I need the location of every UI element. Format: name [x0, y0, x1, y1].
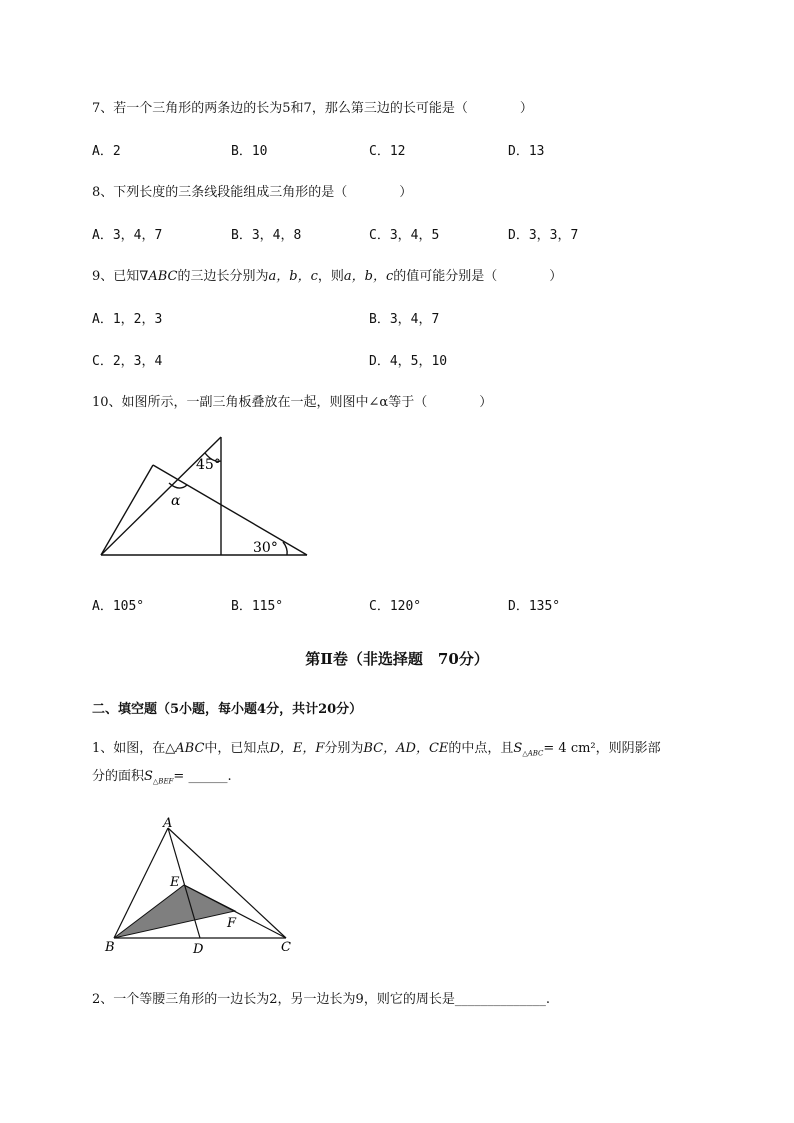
- f1-text-f: 分的面积: [92, 769, 145, 784]
- part2-title: 第Ⅱ卷（非选择题 70分）: [305, 650, 489, 668]
- f1-text-b: 中，已知点: [204, 741, 270, 756]
- fill-2: [92, 992, 550, 1008]
- q7-option-c[interactable]: C．12: [369, 144, 406, 159]
- q10-figure: [95, 430, 315, 564]
- f1-figure: [100, 816, 300, 958]
- question-9: [92, 269, 562, 285]
- q10-option-c[interactable]: C．120°: [369, 599, 422, 614]
- f1-label-f: F: [227, 916, 237, 931]
- f1-label-d: D: [193, 942, 204, 957]
- q9-vars2: a，b，c: [343, 269, 394, 284]
- q9-suffix: 的值可能分别是（ ）: [393, 269, 563, 284]
- q10-arc-30: [283, 542, 287, 555]
- q9-option-a[interactable]: A．1，2，3: [92, 312, 163, 327]
- f1-points: D，E，F: [269, 741, 325, 756]
- q9-option-c[interactable]: C．2，3，4: [92, 354, 163, 369]
- f1-label-b: B: [105, 940, 115, 955]
- f1-text-c: 分别为: [324, 741, 364, 756]
- q8-option-a[interactable]: A．3，4，7: [92, 228, 163, 243]
- question-10: 10、如图所示，一副三角板叠放在一起，则图中∠α等于（ ）: [92, 395, 493, 410]
- q9-vars: a，b，c: [268, 269, 318, 284]
- f1-text-e: ，则阴影部: [595, 741, 661, 756]
- f1-segments: BC，AD，CE: [363, 741, 449, 756]
- f1-area-value: = 4 cm²: [543, 741, 596, 756]
- q10-option-d[interactable]: D．135°: [508, 599, 561, 614]
- q7-option-d[interactable]: D．13: [508, 144, 545, 159]
- fill-1-line-2: [92, 769, 232, 790]
- q10-hyp-45: [101, 437, 221, 555]
- f1-label-a: A: [163, 816, 173, 831]
- f1-label-e: E: [170, 875, 180, 890]
- f2-answer-blank[interactable]: ______________.: [454, 992, 550, 1007]
- q10-hyp-30: [153, 465, 307, 555]
- section2-title: 二、填空题（5小题，每小题4分，共计20分）: [92, 702, 363, 717]
- f1-shaded-triangle: [114, 885, 235, 938]
- f1-area-symbol: S: [513, 741, 523, 756]
- f2-text: 2、一个等腰三角形的一边长为2，另一边长为9，则它的周长是: [92, 992, 455, 1007]
- question-7: 7、若一个三角形的两条边的长为5和7，那么第三边的长可能是（ ）: [92, 101, 533, 116]
- q7-option-b[interactable]: B．10: [231, 144, 268, 159]
- q8-option-c[interactable]: C．3，4，5: [369, 228, 440, 243]
- q9-triangle: ∇ABC: [139, 269, 178, 284]
- q9-middle: 的三边长分别为: [177, 269, 269, 284]
- f1-label-c: C: [281, 940, 291, 955]
- q9-option-d[interactable]: D．4，5，10: [369, 354, 448, 369]
- q9-option-b[interactable]: B．3，4，7: [369, 312, 440, 327]
- q10-option-a[interactable]: A．105°: [92, 599, 145, 614]
- q10-option-b[interactable]: B．115°: [231, 599, 284, 614]
- q8-option-d[interactable]: D．3，3，7: [508, 228, 579, 243]
- q7-option-a[interactable]: A．2: [92, 144, 121, 159]
- q10-label-30: 30°: [253, 540, 278, 556]
- f1-text-a: 1、如图，在: [92, 741, 166, 756]
- q10-label-45: 45°: [196, 457, 221, 473]
- f1-triangle: △ABC: [165, 741, 205, 756]
- fill-1-line-1: [92, 741, 661, 762]
- q8-option-b[interactable]: B．3，4，8: [231, 228, 302, 243]
- f1-text-d: 的中点，且: [448, 741, 514, 756]
- f1-answer-blank[interactable]: = ______.: [173, 769, 232, 784]
- f1-area-subscript: △ABC: [522, 749, 544, 758]
- f1-area2-subscript: △BEF: [152, 777, 174, 786]
- q10-label-alpha: α: [171, 493, 181, 509]
- q10-left-edge: [101, 465, 153, 555]
- q9-prefix: 9、已知: [92, 269, 140, 284]
- f1-area2-symbol: S: [144, 769, 153, 784]
- question-8: 8、下列长度的三条线段能组成三角形的是（ ）: [92, 185, 413, 200]
- q9-mid2: ，则: [317, 269, 344, 284]
